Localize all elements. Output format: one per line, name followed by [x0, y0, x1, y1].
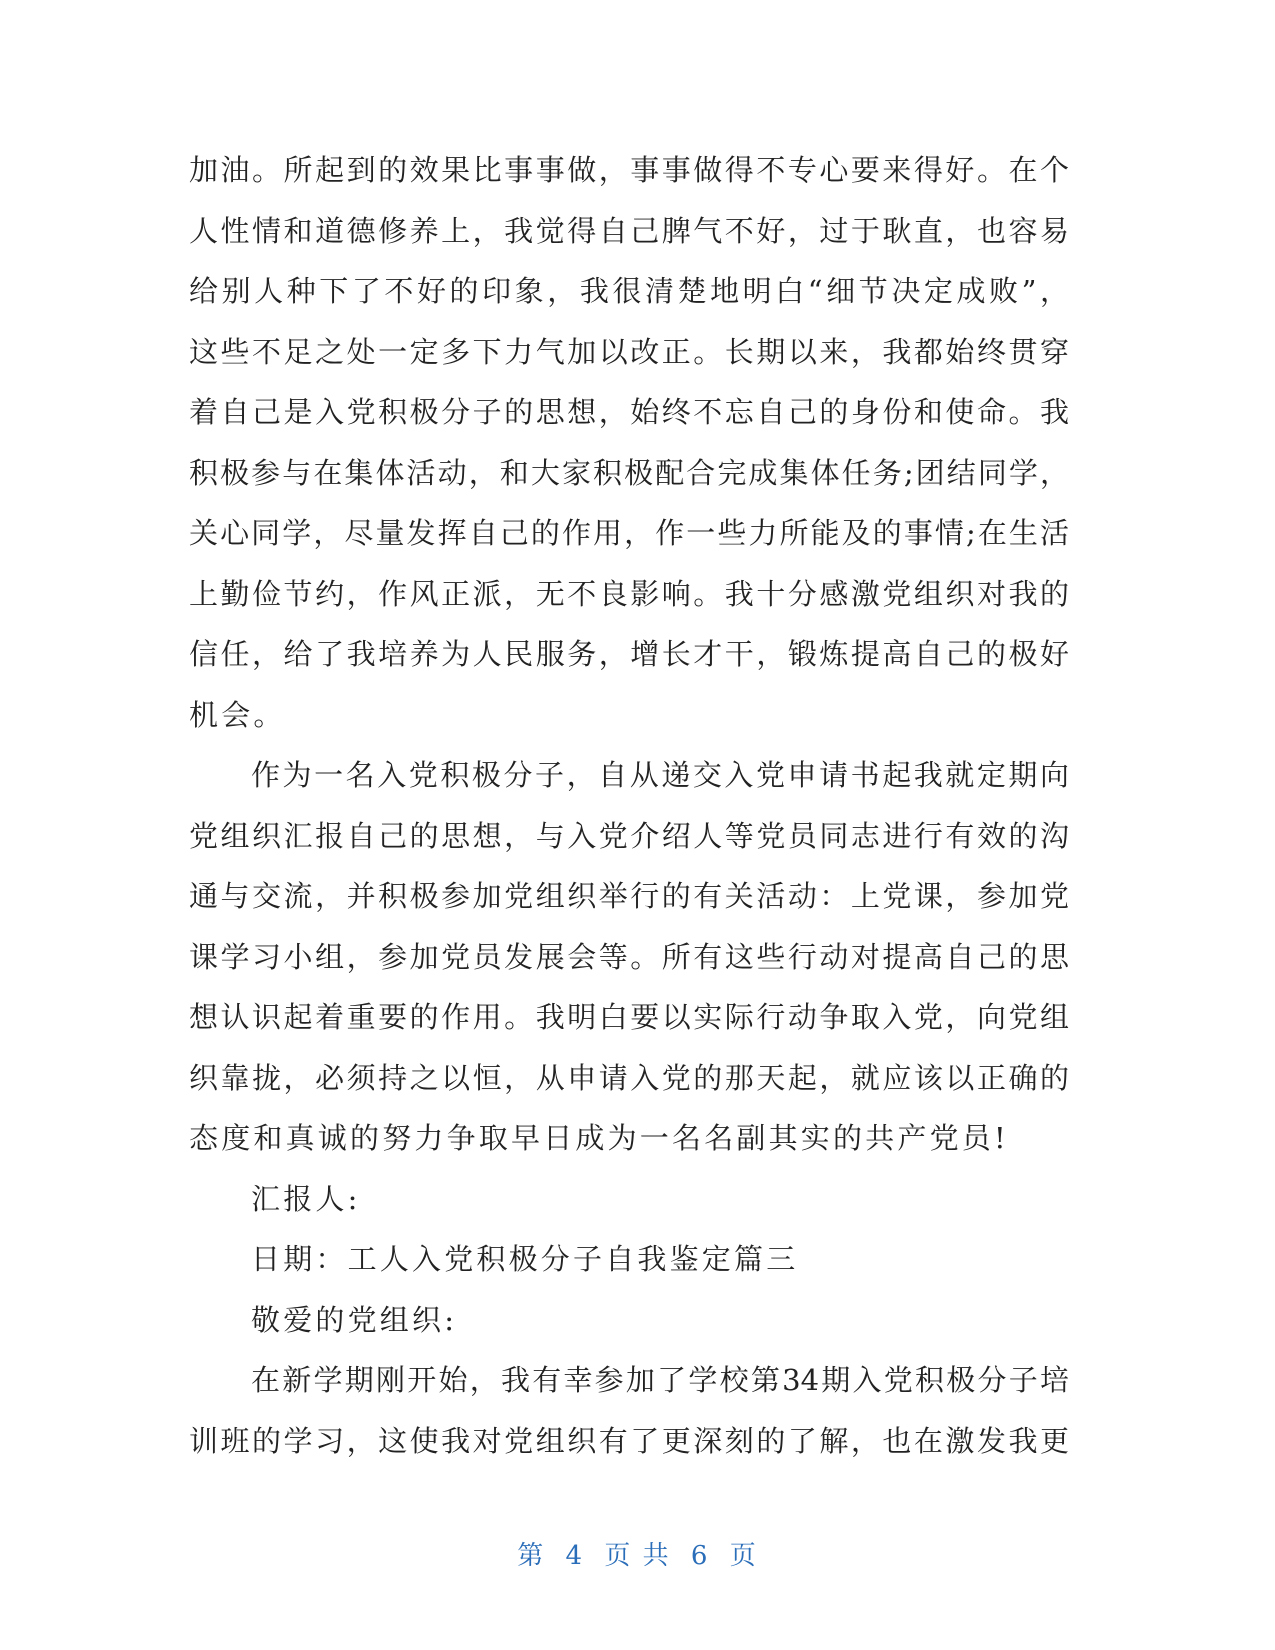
text-line: 加油。所起到的效果比事事做，事事做得不专心要来得好。在个	[189, 153, 1069, 187]
footer-middle: 页 共	[604, 1541, 671, 1571]
text-line: 通与交流，并积极参加党组织举行的有关活动：上党课，参加党	[189, 879, 1069, 913]
text-line: 在新学期刚开始，我有幸参加了学校第34期入党积极分子培	[251, 1363, 1069, 1397]
text-line: 积极参与在集体活动，和大家积极配合完成集体任务;团结同学，	[189, 455, 1069, 490]
footer-prefix: 第	[517, 1541, 546, 1571]
date-label: 日期：工人入党积极分子自我鉴定篇三	[251, 1242, 799, 1276]
total-page-number: 6	[690, 1541, 710, 1571]
text-line: 上勤俭节约，作风正派，无不良影响。我十分感激党组织对我的	[189, 576, 1069, 611]
text-line: 人性情和道德修养上，我觉得自己脾气不好，过于耿直，也容易	[189, 213, 1069, 248]
text-line: 这些不足之处一定多下力气加以改正。长期以来，我都始终贯穿	[189, 334, 1069, 369]
text-line: 给别人种下了不好的印象，我很清楚地明白“细节决定成败”，	[189, 274, 1069, 308]
text-line: 织靠拢，必须持之以恒，从申请入党的那天起，就应该以正确的	[189, 1060, 1069, 1095]
footer-suffix: 页	[729, 1541, 758, 1571]
document-body	[189, 140, 1089, 1471]
current-page-number: 4	[565, 1541, 585, 1571]
text-line: 态度和真诚的努力争取早日成为一名名副其实的共产党员!	[189, 1121, 1009, 1155]
text-line: 着自己是入党积极分子的思想，始终不忘自己的身份和使命。我	[189, 395, 1069, 429]
text-line: 机会。	[189, 697, 286, 732]
text-line: 关心同学，尽量发挥自己的作用，作一些力所能及的事情;在生活	[189, 516, 1069, 550]
text-line: 想认识起着重要的作用。我明白要以实际行动争取入党，向党组	[189, 1000, 1069, 1034]
salutation: 敬爱的党组织:	[251, 1302, 458, 1337]
text-line: 党组织汇报自己的思想，与入党介绍人等党员同志进行有效的沟	[189, 818, 1069, 853]
page-footer	[0, 1535, 1275, 1572]
reporter-label: 汇报人:	[251, 1181, 361, 1216]
text-line: 训班的学习，这使我对党组织有了更深刻的了解，也在激发我更	[189, 1423, 1069, 1458]
text-line: 作为一名入党积极分子，自从递交入党申请书起我就定期向	[251, 758, 1069, 792]
text-line: 课学习小组，参加党员发展会等。所有这些行动对提高自己的思	[189, 939, 1069, 974]
text-line: 信任，给了我培养为人民服务，增长才干，锻炼提高自己的极好	[189, 637, 1069, 671]
